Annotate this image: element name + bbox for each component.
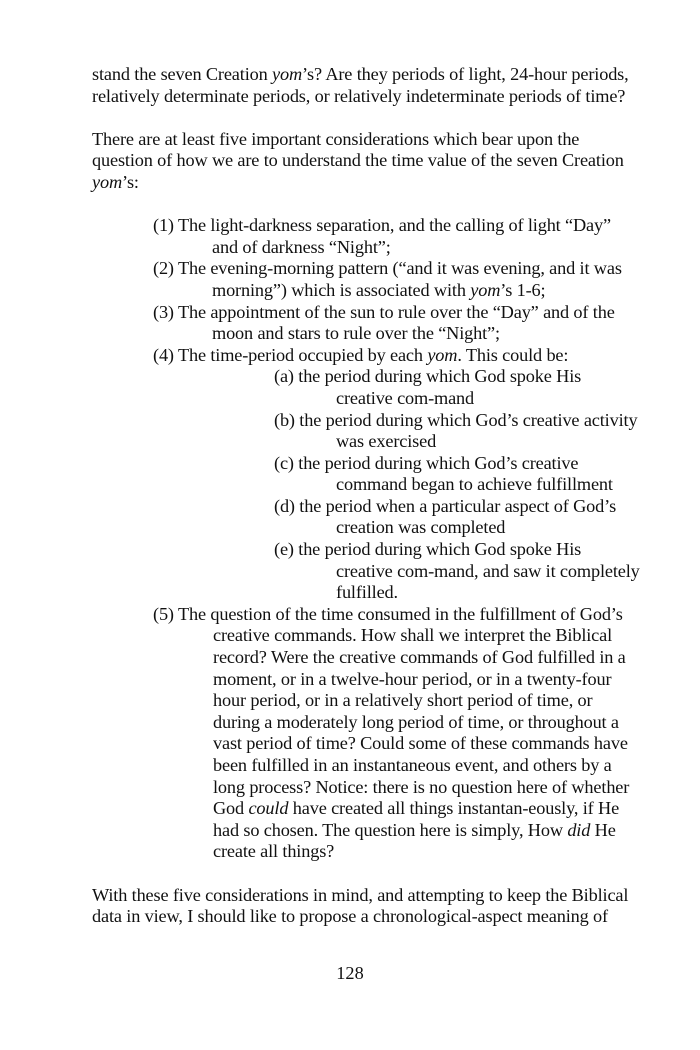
sublist-item-e: (e) the period during which God spoke His creative com-mand, and saw it completely fulfilled. [274, 539, 640, 603]
yom-term: yom [470, 279, 501, 300]
list-item-5: (5) The question of the time consumed in the fulfillment of God’s creative commands. How shall we interpret the Biblical record? Were the creative commands of God fulfilled in a moment, or in a twelve-hour period, or in a twenty-four hour period, or in a relatively short period of time, or during a moderately long period of time, or throughout a vast period of time? Could some of these commands have been fulfilled in an instantaneous event, and others by a long process? Notice: there is no question here of whether God could have created all things instantan-eously, if He had so chosen. The question here is simply, How did He create all things? [153, 603, 630, 862]
body-text [92, 64, 640, 928]
sublist-item-d: (d) the period when a particular aspect of God’s creation was completed [274, 495, 617, 538]
considerations-list [92, 215, 640, 863]
emphasis-did: did [567, 819, 591, 840]
time-period-sublist [212, 366, 640, 604]
sublist-item-a: (a) the period during which God spoke His creative com-mand [274, 366, 582, 408]
yom-term: yom [92, 171, 123, 192]
paragraph-3: With these five considerations in mind, and attempting to keep the Biblical data in view, I should like to propose a chronological-aspect meaning of [92, 884, 629, 927]
sublist-item-b: (b) the period during which God’s creative activity was exercised [274, 409, 638, 452]
list-item-1: (1) The light-darkness separation, and the calling of light “Day” and of darkness “Night”; [153, 215, 611, 257]
emphasis-could: could [248, 798, 289, 819]
yom-term: yom [427, 344, 458, 365]
page-number: 128 [336, 963, 364, 983]
list-item-3: (3) The appointment of the sun to rule over the “Day” and of the moon and stars to rule over the “Night”; [153, 301, 615, 344]
sublist-item-c: (c) the period during which God’s creative command began to achieve fulfillment [274, 452, 613, 495]
paragraph-2: There are at least five important considerations which bear upon the question of how we are to understand the time value of the seven Creation yom’s: [92, 128, 624, 192]
paragraph-1: stand the seven Creation yom’s? Are they periods of light, 24-hour periods, relatively determinate periods, or relatively indeterminate periods of time? [92, 64, 629, 106]
list-item-2: (2) The evening-morning pattern (“and it was evening, and it was morning”) which is associated with yom’s 1-6; [153, 258, 622, 300]
yom-term: yom [272, 64, 303, 84]
list-item-4: (4) The time-period occupied by each yom. This could be: (a) the period during which God spoke His creative com-mand (b) the period during which God’s creative activity was exercised (c) the period during which God’s creative command began to achieve fulfillment (d) the period when a particular aspect of God’s creation was completed (e) the period during which God spoke His creative com-mand, and saw it completely fulfilled. [153, 344, 640, 603]
